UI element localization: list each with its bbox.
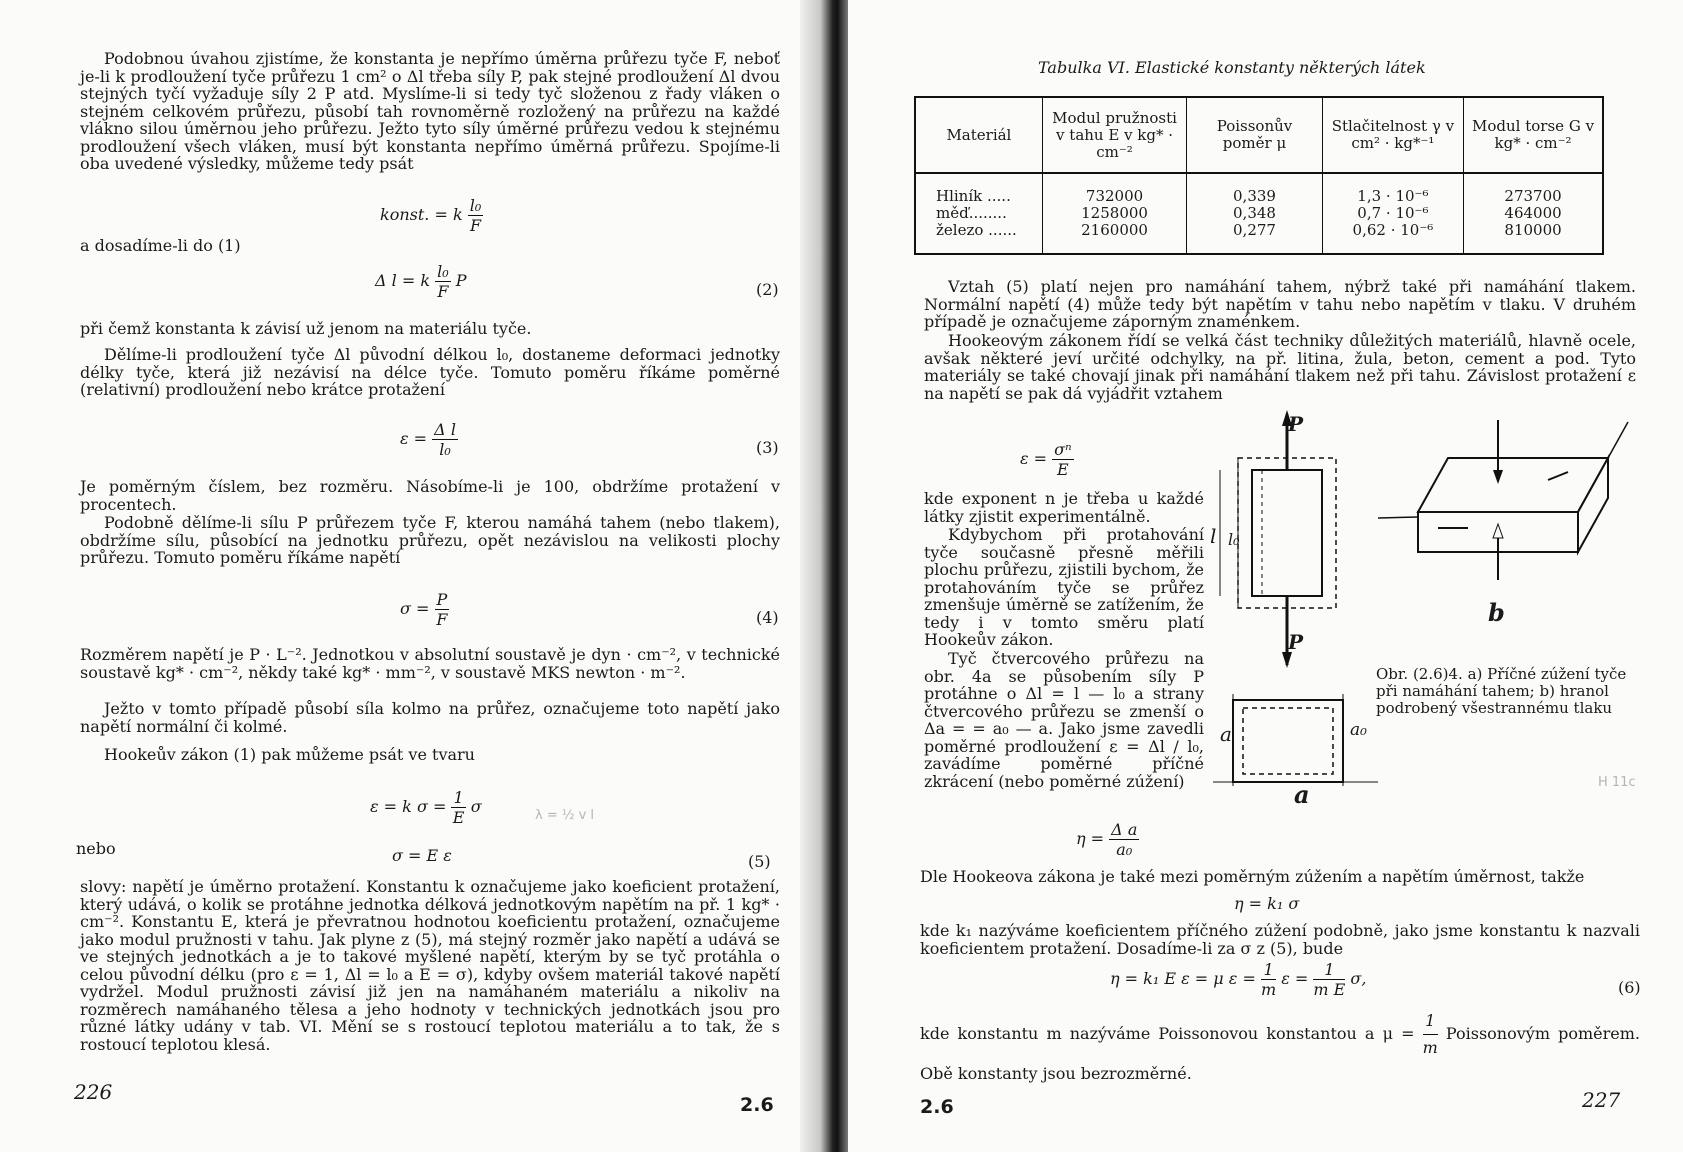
table-header: Modul torse G v kg* · cm⁻² <box>1464 97 1603 173</box>
left-page <box>0 0 820 1152</box>
fig-label-l0: l₀ <box>1228 530 1240 549</box>
section-number-right: 2.6 <box>920 1096 954 1118</box>
fig-label-a-caption: a <box>1294 780 1310 809</box>
right-para-7: kde k₁ nazýváme koeficientem příčného zúžení podobně, jako jsme konstantu k nazvali koeficientem protažení. Dosadíme-li za σ z (5), bude <box>920 921 1640 958</box>
eq-eta: η = $\frac{\text{Δ a}}{\text{a₀}}$ <box>1076 820 1138 859</box>
left-para-6a: Rozměrem napětí je P · L⁻². Jednotkou v absolutní soustavě je dyn · cm⁻², v technické soustavě kg* · cm⁻², někdy také kg* · mm⁻², v soustavě MKS newton · m⁻². <box>80 645 780 682</box>
right-page <box>848 0 1683 1152</box>
table-cell: 1,3 · 10⁻⁶ 0,7 · 10⁻⁶ 0,62 · 10⁻⁶ <box>1322 173 1463 254</box>
figure-caption: Obr. (2.6)4. a) Příčné zúžení tyče při namáhání tahem; b) hranol podrobený všestrannému tlaku <box>1376 665 1627 717</box>
right-para-1: Vztah (5) platí nejen pro namáhání tahem, nýbrž také při namáhání tlakem. Normální napětí (4) může tedy být napětím v tahu nebo napětím v tlaku. V druhém případě je označujeme záporným znaménkem. <box>924 277 1636 331</box>
section-number-left: 2.6 <box>740 1094 774 1116</box>
right-para-5: Tyč čtvercového průřezu na obr. 4a se působením síly P protáhne o Δl = l — l₀ a strany čtvercového průřezu se zmenší o Δa = = a₀ — a. Jako jsme zavedli poměrné prodloužení ε = Δl / l₀, zavádíme poměrné příčné zkrácení (nebo poměrné zúžení) <box>924 649 1204 791</box>
fig-label-b: b <box>1488 598 1505 627</box>
page-number-right: 227 <box>1582 1088 1621 1112</box>
left-para-6b: Ježto v tomto případě působí síla kolmo na průřez, označujeme toto napětí jako napětí normální či kolmé. <box>80 699 780 736</box>
left-para-8: slovy: napětí je úměrno protažení. Konstantu k označujeme jako koeficient protažení, který udává, o kolik se protáhne jednotka délková jednotkovým napětím na př. 1 kg* · cm⁻². Konstantu E, která je převratnou hodnotou koeficientu protažení, označujeme jako modul pružnosti v tahu. Jak plyne z (5), má stejný rozměr jako napětí a udává se ve stejných jednotkách a je to takové myšlené napětí, kterým by se tyč protáhla o celou původní délku (pro ε = 1, Δl = l₀ a E = σ), kdyby ovšem materiál takové napětí vydržel. Modul pružnosti závisí již jen na namáhaném materiálu a nikoliv na rozměrech namáhaného tělesa a jeho hodnoty v technických jednotkách jsou pro různé látky udány v tab. VI. Mění se s rostoucí teplotou materiálu a to tak, že s rostoucí teplotou klesá. <box>80 877 780 1054</box>
table-cell: Hliník ..... měď........ železo ...... <box>915 173 1042 254</box>
page-number-left: 226 <box>74 1080 113 1104</box>
left-para-1: Podobnou úvahou zjistíme, že konstanta je nepřímo úměrna průřezu tyče F, neboť je-li k prodloužení tyče průřezu 1 cm² o Δl třeba síly P, pak stejné prodloužení Δl dvou stejných tyčí vyžaduje síly 2 P atd. Myslíme-li si tedy tyč složenou z řady vláken o stejném celkovém průřezu, působí tah rovnoměrně rozložený na průřezu na každé vlákno silou úměrnou jeho průřezu. Ježto tyto síly úměrné průřezu vedou k stejnému prodloužení všech vláken, musí být konstanta nepřímo úměrná průřezu. Spojíme-li oba uvedené výsledky, můžeme tedy psát <box>80 49 780 173</box>
table-cell: 273700 464000 810000 <box>1464 173 1603 254</box>
fig-label-P-top: P <box>1288 412 1304 436</box>
table-header: Stlačitelnost γ v cm² · kg*⁻¹ <box>1322 97 1463 173</box>
table-cell: 0,339 0,348 0,277 <box>1187 173 1322 254</box>
eq-konst: konst. = k $\frac{\text{l₀}}{F}$ <box>380 196 482 235</box>
fig-label-l: l <box>1210 524 1217 548</box>
table-cell: 732000 1258000 2160000 <box>1042 173 1186 254</box>
left-para-5: Podobně dělíme-li sílu P průřezem tyče F, kterou namáhá tahem (nebo tlakem), obdržíme sílu, působící na jednotku průřezu, opět nezávislou na velikosti plochy průřezu. Tomuto poměru říkáme napětí <box>80 513 780 567</box>
eq-4-number: (4) <box>756 608 779 627</box>
eq-4: σ = $\frac{P}{F}$ <box>400 590 448 629</box>
handwritten-note: H 11c <box>1598 775 1636 790</box>
handwritten-note: λ = ½ v l <box>535 808 595 823</box>
dosadime: a dosadíme-li do (1) <box>80 236 241 255</box>
nebo: nebo <box>76 839 116 858</box>
fig-label-P-bottom: P <box>1288 630 1304 654</box>
eq-5-number: (5) <box>748 852 771 871</box>
table-caption: Tabulka VI. Elastické konstanty některých látek <box>1038 58 1426 77</box>
left-para-7: Hookeův zákon (1) pak můžeme psát ve tvaru <box>104 745 475 764</box>
fig-label-a: a <box>1220 722 1232 746</box>
eq-6-number: (6) <box>1618 978 1641 997</box>
right-para-3: kde exponent n je třeba u každé látky zjistit experimentálně. <box>924 489 1204 526</box>
eq-2: Δ l = k $\frac{\text{l₀}}{F}$ P <box>375 262 467 301</box>
eq-eta2: η = k₁ σ <box>1234 894 1300 913</box>
left-para-4: Je poměrným číslem, bez rozměru. Násobíme-li je 100, obdržíme protažení v procentech. <box>80 477 780 514</box>
right-para-6: Dle Hookeova zákona je také mezi poměrným zúžením a napětím úměrnost, takže <box>920 867 1585 886</box>
eq-2-number: (2) <box>756 280 779 299</box>
table-header: Poissonův poměr μ <box>1187 97 1322 173</box>
eq-n: ε = $\frac{\text{σⁿ}}{E}$ <box>1020 440 1072 479</box>
left-para-3: Dělíme-li prodloužení tyče Δl původní délkou l₀, dostaneme deformaci jednotky délky tyče, která již nezávisí na délce tyče. Tomuto poměru říkáme poměrné (relativní) prodloužení nebo krátce protažení <box>80 345 780 399</box>
eq-5b: σ = E ε <box>392 846 452 865</box>
eq-3-number: (3) <box>756 438 779 457</box>
right-para-2: Hookeovým zákonem řídí se velká část techniky důležitých materiálů, hlavně ocele, avšak některé jeví určité odchylky, na př. litina, žula, beton, cement a pod. Tyto materiály se také chovají jinak při namáhání tlakem než při tahu. Závislost protažení ε na napětí se pak dá vyjádřit vztahem <box>924 331 1636 403</box>
fig-label-a0: a₀ <box>1350 720 1367 740</box>
right-para-4: Kdybychom při protahování tyče současně přesně měřili plochu průřezu, zjistili bychom, že protahováním tyče se průřez zmenšuje úměrně se zatížením, že tedy i v tomto směru platí Hookeův zákon. <box>924 525 1204 649</box>
elastic-constants-table <box>914 96 1604 255</box>
right-para-8: kde konstantu m nazýváme Poissonovou konstantou a μ = $\frac{1}{m}$ Poissonovým poměrem. Obě konstanty jsou bezrozměrné. <box>920 1008 1640 1087</box>
figure-b-prism <box>1378 420 1638 590</box>
table-header: Modul pružnosti v tahu E v kg* · cm⁻² <box>1042 97 1186 173</box>
left-para-2: při čemž konstanta k závisí už jenom na materiálu tyče. <box>80 319 532 338</box>
table-row <box>915 173 1603 254</box>
eq-6: η = k₁ E ε = μ ε = $\frac{1}{m}$ ε = $\frac{1}{\text{m E}}$ σ, <box>1110 960 1367 999</box>
eq-3: ε = $\frac{\text{Δ l}}{\text{l₀}}$ <box>400 420 456 459</box>
figure-a-cross-section <box>1213 690 1393 790</box>
table-header: Materiál <box>915 97 1042 173</box>
eq-5a: ε = k σ = $\frac{1}{E}$ σ <box>370 788 482 827</box>
table-header-row <box>915 97 1603 173</box>
